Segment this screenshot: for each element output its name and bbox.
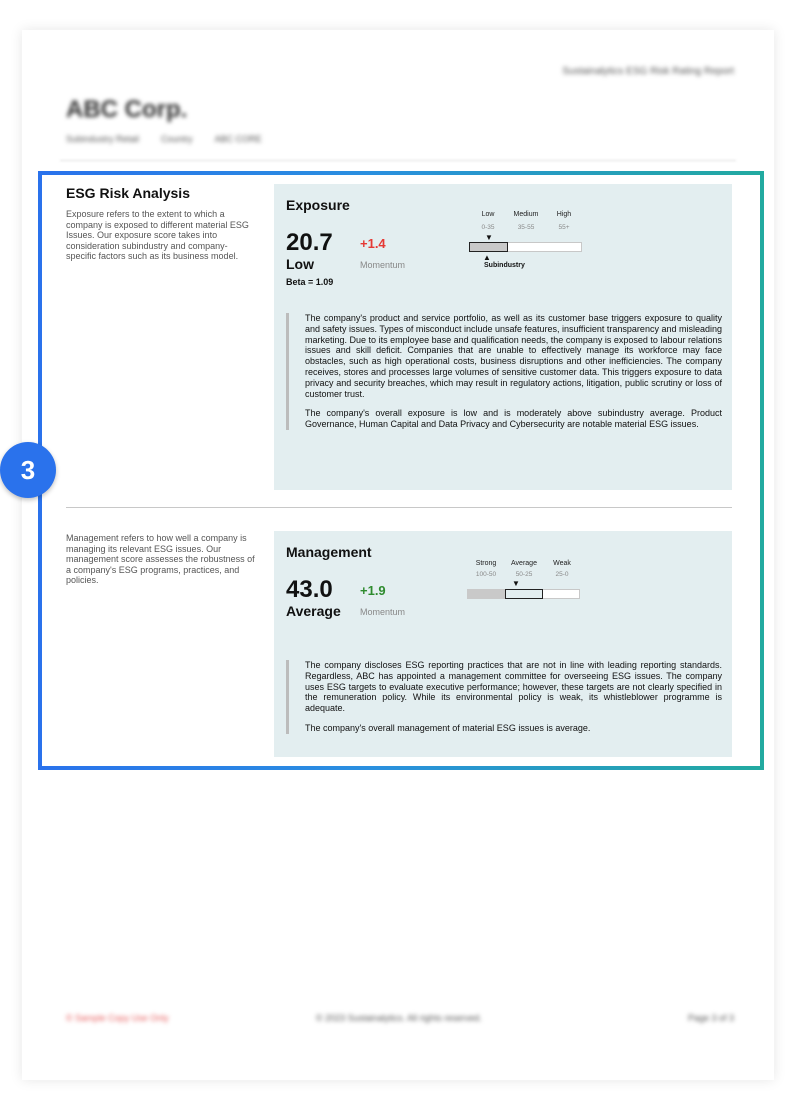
- meta-item: ABC CORE: [214, 134, 262, 144]
- company-marker-icon: ▼: [485, 233, 493, 242]
- meta-item: Country: [161, 134, 193, 144]
- exposure-description: Exposure refers to the extent to which a company is exposed to different material ESG Issues. Our exposure score takes into consideration subindustry and company-specific factors such as its business model.: [66, 209, 249, 261]
- scale-label-low: Low: [481, 211, 495, 218]
- scale-label-average: Average: [511, 560, 537, 567]
- company-marker-icon: ▼: [512, 579, 520, 588]
- step-badge: 3: [0, 442, 56, 498]
- management-scale-bar: [467, 589, 580, 599]
- exposure-narrative-summary: The company's overall exposure is low and is moderately above subindustry average. Product Governance, Human Capital and Data Privacy and Cybersecurity are notable material ESG issues.: [305, 408, 722, 430]
- exposure-intro: [66, 185, 256, 262]
- management-scale-strong-segment: [467, 589, 505, 599]
- management-narrative-summary: The company's overall management of material ESG issues is average.: [305, 722, 591, 733]
- exposure-narrative-paragraph: The company's product and service portfolio, as well as its customer base triggers exposure to quality and safety issues. Types of misconduct include unsafe features, insufficient transparency and misleading marketing. Due to its employee base and qualification needs, the company is exposed to labour relations issues and skill deficit. Companies that are unable to effectively manage its workforce may face obstacles, such as high operational costs, business disruptions and other inefficiencies. The company receives, stores and processes large volumes of sensitive customer data. This triggers exposure to data privacy and security breaches, which may result in regulatory actions, litigation, public scrutiny or loss of customer trust.: [305, 313, 722, 399]
- exposure-momentum-label: Momentum: [360, 260, 406, 270]
- exposure-beta: Beta = 1.09: [286, 277, 334, 287]
- scale-range-weak: 25-0: [555, 571, 569, 578]
- management-narrative: [286, 660, 722, 734]
- management-description: Management refers to how well a company is managing its relevant ESG issues. Our management score assesses the robustness of a company's ESG programs, practices, and policies.: [66, 533, 255, 585]
- management-momentum-label: Momentum: [360, 607, 406, 617]
- company-name: ABC Corp.: [66, 96, 188, 123]
- header-divider: [60, 160, 736, 161]
- management-scale-fill: [505, 589, 543, 599]
- company-meta: [66, 134, 262, 144]
- exposure-score: 20.7: [286, 229, 333, 256]
- management-momentum-value: +1.9: [360, 583, 386, 598]
- scale-label-strong: Strong: [475, 560, 497, 567]
- scale-range-medium: 35-55: [517, 224, 535, 231]
- footer-left: © Sample Copy Use Only: [66, 1013, 169, 1023]
- footer-page-number: Page 3 of 3: [687, 1013, 734, 1023]
- section-divider: [66, 507, 732, 508]
- scale-range-average: 50-25: [515, 571, 533, 578]
- scale-range-strong: 100-50: [475, 571, 497, 578]
- exposure-rating: Low: [286, 256, 314, 272]
- scale-range-high: 55+: [558, 224, 570, 231]
- exposure-panel: [274, 184, 732, 490]
- footer-copyright: © 2023 Sustainalytics. All rights reserved.: [316, 1013, 482, 1023]
- exposure-scale-bar: [469, 242, 582, 252]
- management-intro: [66, 526, 256, 586]
- exposure-narrative: [286, 313, 722, 430]
- section-title: ESG Risk Analysis: [66, 185, 190, 201]
- scale-label-weak: Weak: [553, 560, 571, 567]
- meta-item: Subindustry Retail: [66, 134, 140, 144]
- exposure-scale-fill: [469, 242, 508, 252]
- management-score: 43.0: [286, 576, 333, 603]
- report-title: Sustainalytics ESG Risk Rating Report: [562, 66, 734, 77]
- management-rating: Average: [286, 603, 341, 619]
- scale-range-low: 0-35: [481, 224, 495, 231]
- subindustry-marker-icon: ▲: [483, 253, 491, 262]
- exposure-momentum-value: +1.4: [360, 236, 386, 251]
- management-title: Management: [286, 544, 372, 560]
- subindustry-label: Subindustry: [484, 262, 525, 269]
- management-panel: [274, 531, 732, 757]
- exposure-scale: [469, 211, 584, 271]
- exposure-title: Exposure: [286, 197, 350, 213]
- management-narrative-paragraph: The company discloses ESG reporting practices that are not in line with leading reporting standards. Regardless, ABC has appointed a management committee for overseeing ESG issues. The company uses ESG targets to evaluate executive performance; however, these targets are not clearly specified in the remuneration policy. While its environmental policy is weak, its whistleblower programme is adequate.: [305, 660, 722, 714]
- scale-label-medium: Medium: [513, 211, 539, 218]
- management-scale: [467, 560, 582, 605]
- scale-label-high: High: [556, 211, 572, 218]
